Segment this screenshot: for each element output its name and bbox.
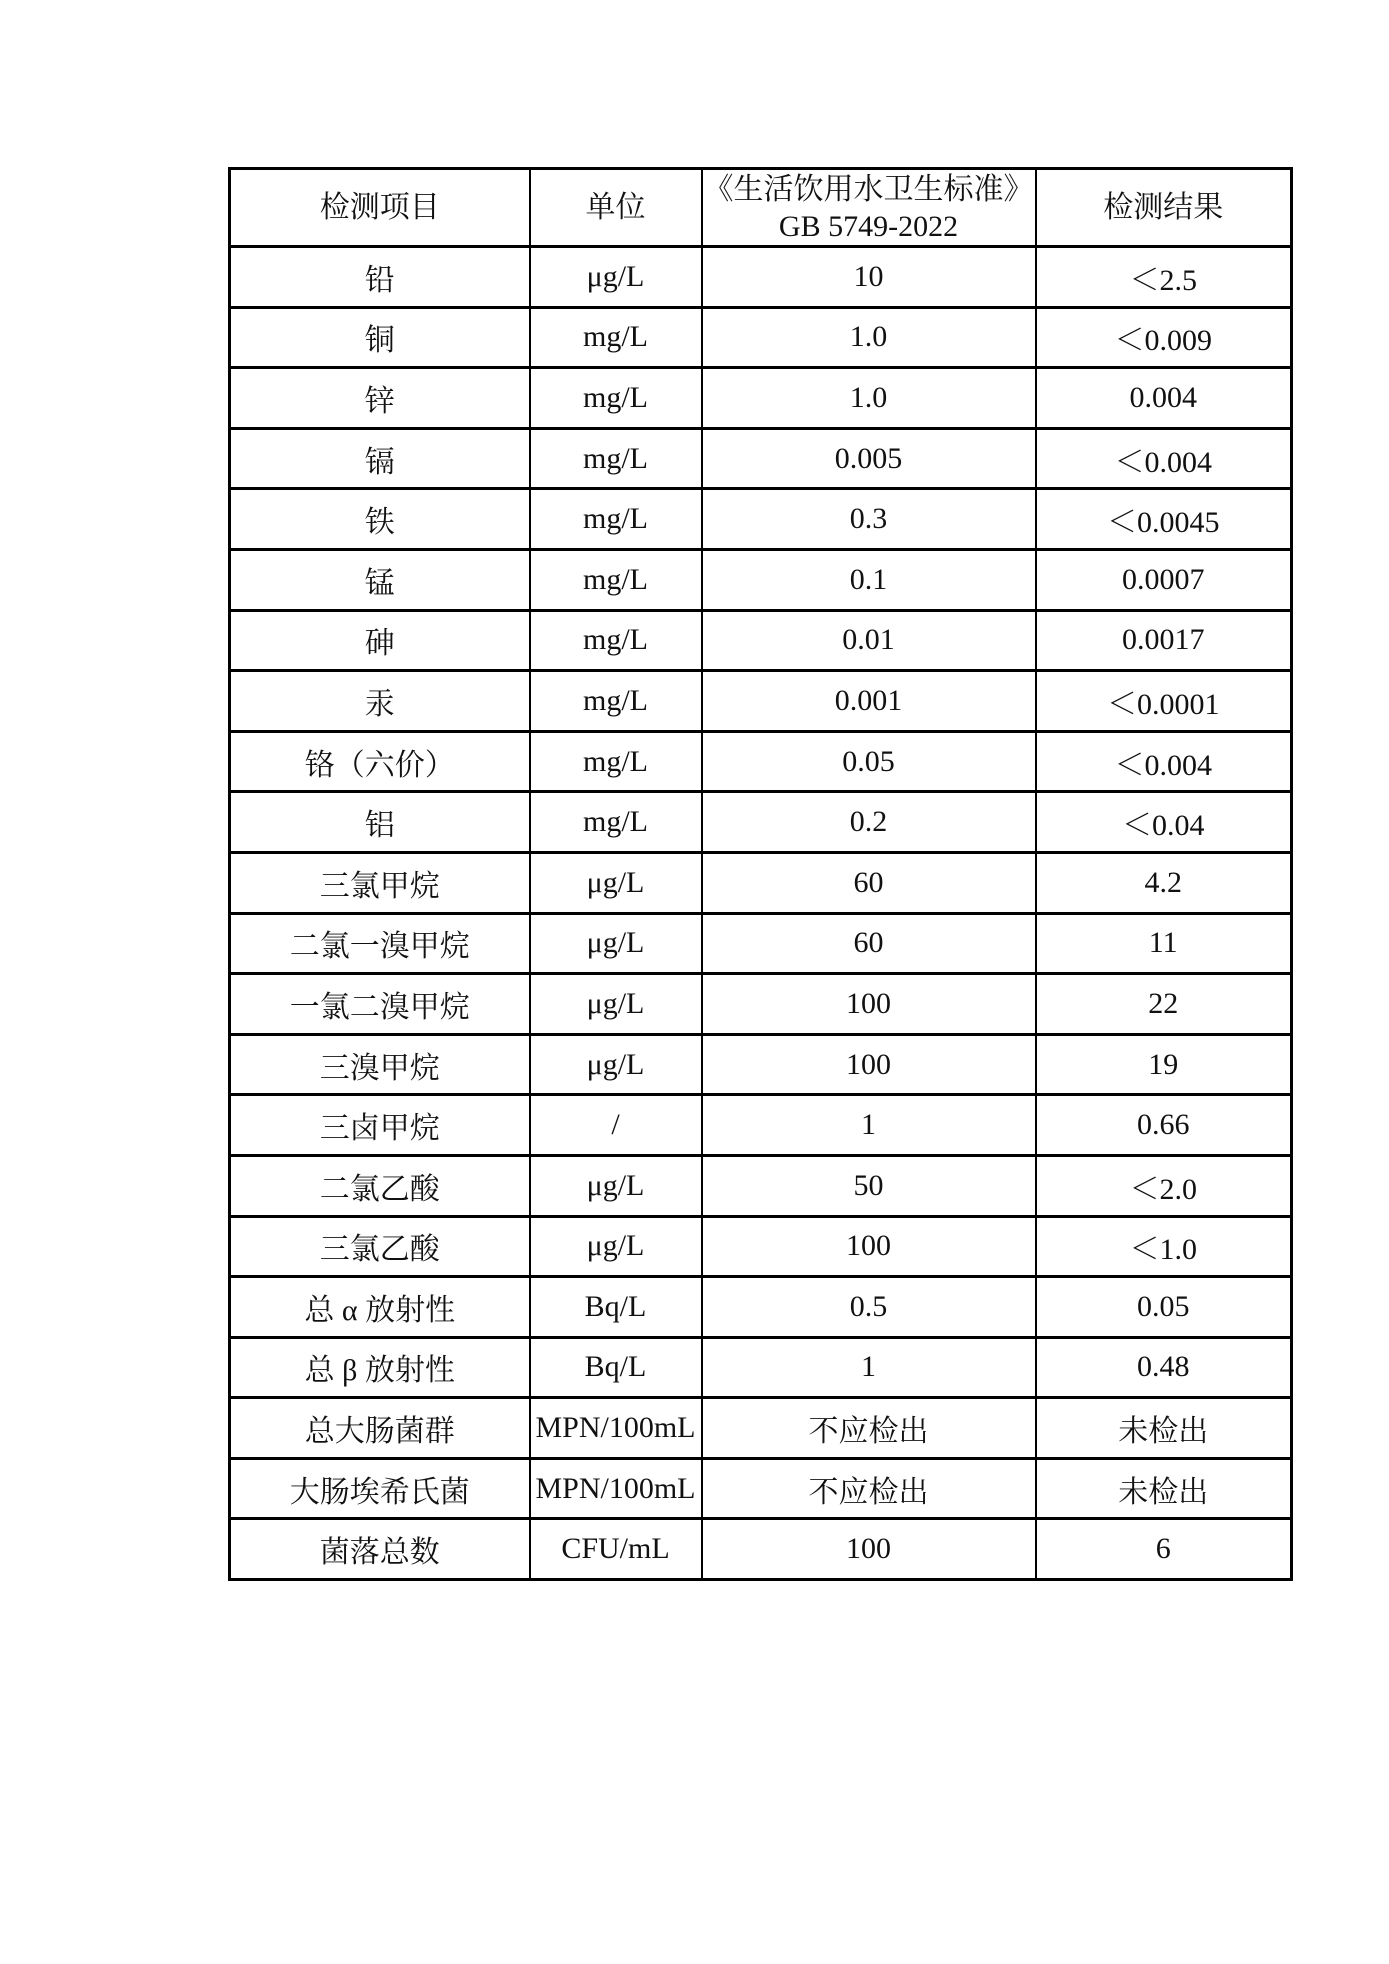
cell-unit: μg/L xyxy=(530,247,702,308)
table-row xyxy=(230,974,1292,1035)
cell-item: 镉 xyxy=(230,428,530,489)
cell-unit: μg/L xyxy=(530,913,702,974)
cell-result: 11 xyxy=(1036,913,1292,974)
header-standard-title: 《生活饮用水卫生标准》 xyxy=(703,172,1034,206)
header-standard-code: GB 5749-2022 xyxy=(778,209,959,243)
cell-standard: 100 xyxy=(702,974,1036,1035)
cell-standard: 不应检出 xyxy=(702,1398,1036,1459)
cell-standard: 0.005 xyxy=(702,428,1036,489)
cell-standard: 0.5 xyxy=(702,1277,1036,1338)
table-row xyxy=(230,671,1292,732)
cell-standard: 0.1 xyxy=(702,549,1036,610)
table-row xyxy=(230,1519,1292,1580)
table-row xyxy=(230,913,1292,974)
cell-item: 二氯一溴甲烷 xyxy=(230,913,530,974)
cell-standard: 1.0 xyxy=(702,307,1036,368)
cell-unit: CFU/mL xyxy=(530,1519,702,1580)
water-quality-test-table xyxy=(228,167,1293,1581)
cell-unit: mg/L xyxy=(530,368,702,429)
cell-item: 菌落总数 xyxy=(230,1519,530,1580)
cell-unit: μg/L xyxy=(530,1216,702,1277)
cell-unit: MPN/100mL xyxy=(530,1458,702,1519)
table-row xyxy=(230,1216,1292,1277)
cell-unit: μg/L xyxy=(530,852,702,913)
table-row xyxy=(230,549,1292,610)
header-unit-label: 单位 xyxy=(585,191,646,224)
table-row xyxy=(230,307,1292,368)
table-row xyxy=(230,1458,1292,1519)
table-row xyxy=(230,247,1292,308)
cell-result: 0.48 xyxy=(1036,1337,1292,1398)
cell-standard: 1 xyxy=(702,1337,1036,1398)
cell-result: ＜0.0001 xyxy=(1036,671,1292,732)
cell-standard: 50 xyxy=(702,1155,1036,1216)
cell-unit: mg/L xyxy=(530,792,702,853)
table-row xyxy=(230,489,1292,550)
cell-standard: 0.01 xyxy=(702,610,1036,671)
cell-unit: mg/L xyxy=(530,731,702,792)
cell-result: ＜0.0045 xyxy=(1036,489,1292,550)
cell-unit: μg/L xyxy=(530,974,702,1035)
cell-item: 铬（六价） xyxy=(230,731,530,792)
table-row xyxy=(230,1277,1292,1338)
table-body xyxy=(230,247,1292,1580)
cell-standard: 100 xyxy=(702,1216,1036,1277)
cell-standard: 0.05 xyxy=(702,731,1036,792)
cell-item: 二氯乙酸 xyxy=(230,1155,530,1216)
table-row xyxy=(230,792,1292,853)
cell-unit: μg/L xyxy=(530,1034,702,1095)
table-row xyxy=(230,1398,1292,1459)
cell-result: 19 xyxy=(1036,1034,1292,1095)
table-row xyxy=(230,731,1292,792)
cell-unit: mg/L xyxy=(530,307,702,368)
cell-item: 三氯乙酸 xyxy=(230,1216,530,1277)
header-item-label: 检测项目 xyxy=(319,191,440,224)
cell-unit: / xyxy=(530,1095,702,1156)
cell-item: 三卤甲烷 xyxy=(230,1095,530,1156)
cell-result: 0.66 xyxy=(1036,1095,1292,1156)
table-row xyxy=(230,610,1292,671)
header-cell-item xyxy=(230,169,530,247)
cell-standard: 0.3 xyxy=(702,489,1036,550)
cell-item: 三溴甲烷 xyxy=(230,1034,530,1095)
header-cell-unit xyxy=(530,169,702,247)
header-cell-standard xyxy=(702,169,1036,247)
cell-result: 0.05 xyxy=(1036,1277,1292,1338)
cell-item: 总 β 放射性 xyxy=(230,1337,530,1398)
cell-result: 0.004 xyxy=(1036,368,1292,429)
table-header xyxy=(230,169,1292,247)
cell-standard: 不应检出 xyxy=(702,1458,1036,1519)
cell-unit: mg/L xyxy=(530,549,702,610)
cell-unit: mg/L xyxy=(530,489,702,550)
table-row xyxy=(230,1095,1292,1156)
cell-standard: 60 xyxy=(702,852,1036,913)
cell-result: ＜2.5 xyxy=(1036,247,1292,308)
cell-result: 22 xyxy=(1036,974,1292,1035)
table-row xyxy=(230,852,1292,913)
cell-result: 未检出 xyxy=(1036,1398,1292,1459)
cell-item: 铝 xyxy=(230,792,530,853)
cell-unit: MPN/100mL xyxy=(530,1398,702,1459)
cell-standard: 100 xyxy=(702,1519,1036,1580)
cell-result: ＜1.0 xyxy=(1036,1216,1292,1277)
table-row xyxy=(230,428,1292,489)
cell-item: 铁 xyxy=(230,489,530,550)
cell-item: 砷 xyxy=(230,610,530,671)
cell-unit: mg/L xyxy=(530,671,702,732)
cell-item: 三氯甲烷 xyxy=(230,852,530,913)
cell-unit: mg/L xyxy=(530,610,702,671)
cell-result: ＜0.009 xyxy=(1036,307,1292,368)
cell-item: 汞 xyxy=(230,671,530,732)
cell-result: ＜0.004 xyxy=(1036,731,1292,792)
cell-result: 0.0017 xyxy=(1036,610,1292,671)
cell-result: ＜0.04 xyxy=(1036,792,1292,853)
table-row xyxy=(230,1337,1292,1398)
cell-result: 6 xyxy=(1036,1519,1292,1580)
cell-standard: 0.001 xyxy=(702,671,1036,732)
cell-standard: 1.0 xyxy=(702,368,1036,429)
table-row xyxy=(230,1034,1292,1095)
cell-standard: 60 xyxy=(702,913,1036,974)
cell-item: 大肠埃希氏菌 xyxy=(230,1458,530,1519)
header-cell-result xyxy=(1036,169,1292,247)
cell-item: 铅 xyxy=(230,247,530,308)
cell-standard: 100 xyxy=(702,1034,1036,1095)
cell-unit: mg/L xyxy=(530,428,702,489)
header-row xyxy=(230,169,1292,247)
cell-item: 锌 xyxy=(230,368,530,429)
cell-result: 4.2 xyxy=(1036,852,1292,913)
cell-unit: μg/L xyxy=(530,1155,702,1216)
cell-result: ＜0.004 xyxy=(1036,428,1292,489)
cell-result: 0.0007 xyxy=(1036,549,1292,610)
header-result-label: 检测结果 xyxy=(1103,191,1224,224)
cell-item: 总 α 放射性 xyxy=(230,1277,530,1338)
cell-unit: Bq/L xyxy=(530,1337,702,1398)
cell-standard: 1 xyxy=(702,1095,1036,1156)
cell-result: ＜2.0 xyxy=(1036,1155,1292,1216)
cell-item: 一氯二溴甲烷 xyxy=(230,974,530,1035)
table-row xyxy=(230,368,1292,429)
cell-result: 未检出 xyxy=(1036,1458,1292,1519)
cell-unit: Bq/L xyxy=(530,1277,702,1338)
cell-item: 铜 xyxy=(230,307,530,368)
table-row xyxy=(230,1155,1292,1216)
cell-item: 锰 xyxy=(230,549,530,610)
cell-standard: 10 xyxy=(702,247,1036,308)
cell-item: 总大肠菌群 xyxy=(230,1398,530,1459)
cell-standard: 0.2 xyxy=(702,792,1036,853)
